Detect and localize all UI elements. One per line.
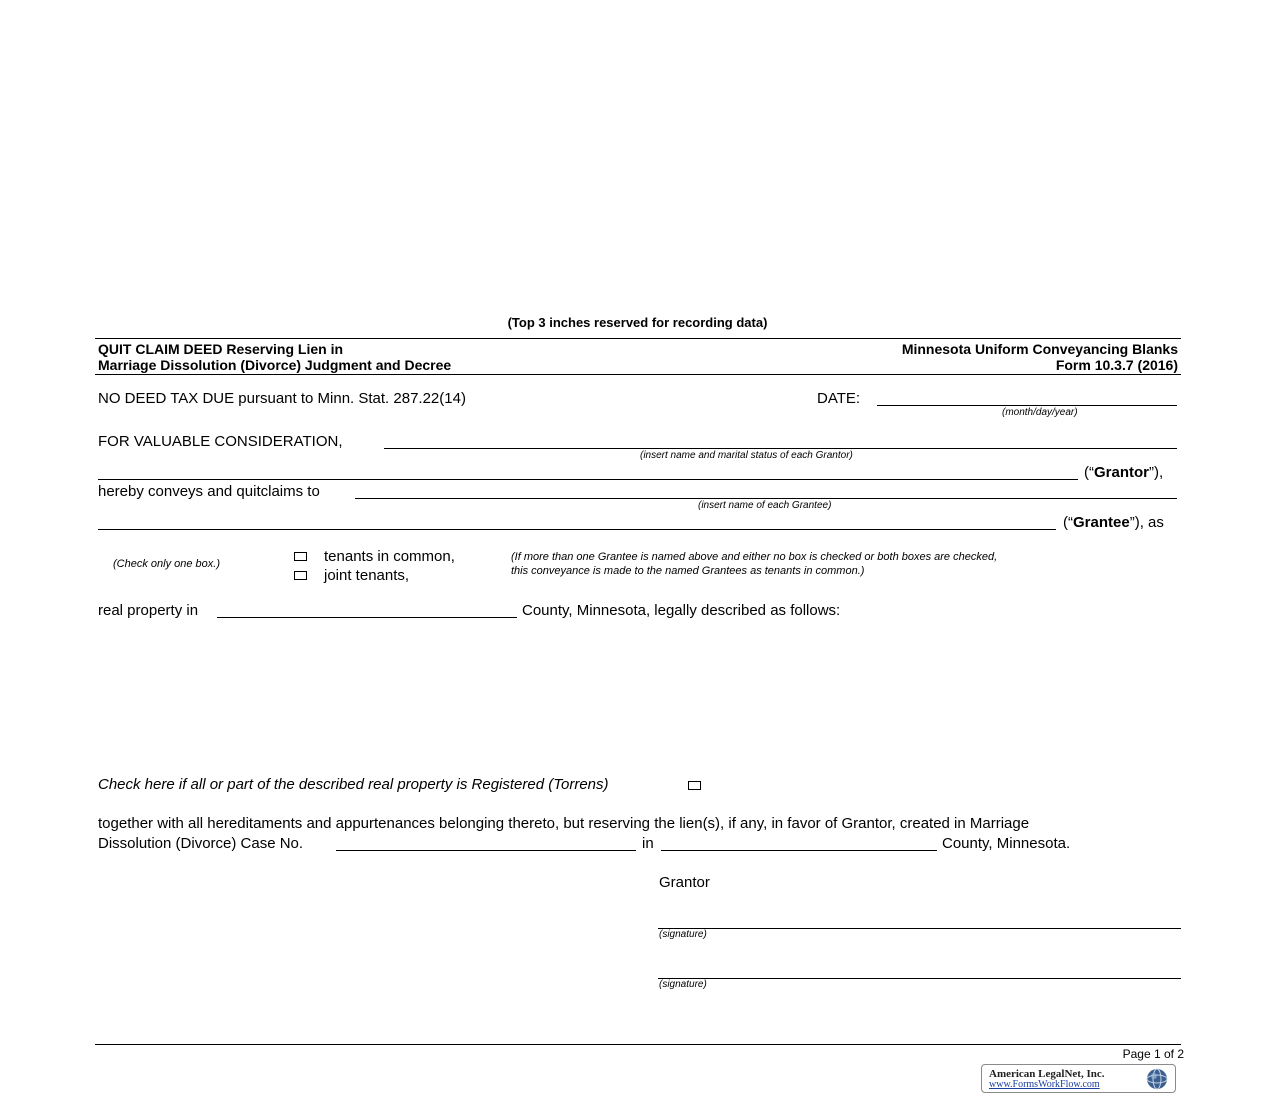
american-legalnet-logo[interactable] — [981, 1064, 1176, 1093]
grantee-hint: (insert name of each Grantee) — [698, 500, 832, 511]
recording-reserved-note: (Top 3 inches reserved for recording data) — [507, 315, 768, 330]
tenants-in-common-label: tenants in common, — [324, 548, 455, 565]
header-bottom-rule — [95, 374, 1181, 375]
date-hint: (month/day/year) — [1002, 407, 1078, 418]
check-one-box-note: (Check only one box.) — [113, 558, 220, 570]
case-county-field[interactable] — [661, 850, 937, 851]
consideration-label: FOR VALUABLE CONSIDERATION, — [98, 433, 343, 450]
date-field[interactable] — [877, 405, 1177, 406]
footer-rule — [95, 1044, 1181, 1045]
form-number: Form 10.3.7 (2016) — [1055, 357, 1178, 373]
tenants-in-common-checkbox[interactable] — [294, 552, 307, 561]
conveyancing-blanks-title: Minnesota Uniform Conveyancing Blanks — [901, 341, 1178, 357]
property-county-field[interactable] — [217, 617, 517, 618]
tenancy-note-line2: this conveyance is made to the named Grantees as tenants in common.) — [511, 565, 865, 577]
globe-icon — [1144, 1067, 1170, 1091]
signature-hint-1: (signature) — [659, 929, 707, 940]
case-no-label: Dissolution (Divorce) Case No. — [98, 835, 304, 852]
signature-hint-2: (signature) — [659, 979, 707, 990]
signature-line-2[interactable] — [658, 978, 1181, 979]
deed-tax-statement: NO DEED TAX DUE pursuant to Minn. Stat. 287.22(14) — [98, 390, 466, 407]
conveys-label: hereby conveys and quitclaims to — [98, 483, 320, 500]
grantor-signature-heading: Grantor — [659, 874, 710, 891]
real-property-prefix: real property in — [98, 602, 199, 619]
real-property-suffix: County, Minnesota, legally described as follows: — [522, 602, 841, 619]
tenancy-note-line1: (If more than one Grantee is named above and either no box is checked or both boxes are checked, — [511, 551, 998, 563]
torrens-label: Check here if all or part of the described real property is Registered (Torrens) — [98, 776, 609, 793]
logo-company-name: American LegalNet, Inc. — [989, 1068, 1105, 1080]
form-title-line2: Marriage Dissolution (Divorce) Judgment and Decree — [98, 357, 452, 373]
logo-url-link[interactable]: www.FormsWorkFlow.com — [989, 1079, 1100, 1090]
lien-line1: together with all hereditaments and appurtenances belonging thereto, but reserving the lien(s), if any, in favor of Grantor, created in Marriage — [98, 815, 1030, 832]
header-top-rule — [95, 338, 1181, 339]
grantor-name-field-line2[interactable] — [98, 479, 1078, 480]
form-title-line1: QUIT CLAIM DEED Reserving Lien in — [98, 341, 344, 357]
joint-tenants-label: joint tenants, — [324, 567, 410, 584]
page-number: Page 1 of 2 — [1122, 1047, 1184, 1061]
grantee-designation: (“Grantee”), as — [1063, 514, 1164, 531]
case-in-word: in — [642, 835, 654, 852]
grantee-name-field-line2[interactable] — [98, 529, 1056, 530]
date-label: DATE: — [817, 390, 861, 407]
torrens-checkbox[interactable] — [688, 781, 701, 790]
signature-line-1[interactable] — [658, 928, 1181, 929]
grantor-hint: (insert name and marital status of each Grantor) — [640, 450, 853, 461]
grantee-name-field[interactable] — [355, 498, 1177, 499]
grantor-name-field[interactable] — [384, 448, 1177, 449]
lien-line2-suffix: County, Minnesota. — [942, 835, 1071, 852]
grantor-designation: (“Grantor”), — [1084, 464, 1164, 481]
case-number-field[interactable] — [336, 850, 636, 851]
joint-tenants-checkbox[interactable] — [294, 571, 307, 580]
